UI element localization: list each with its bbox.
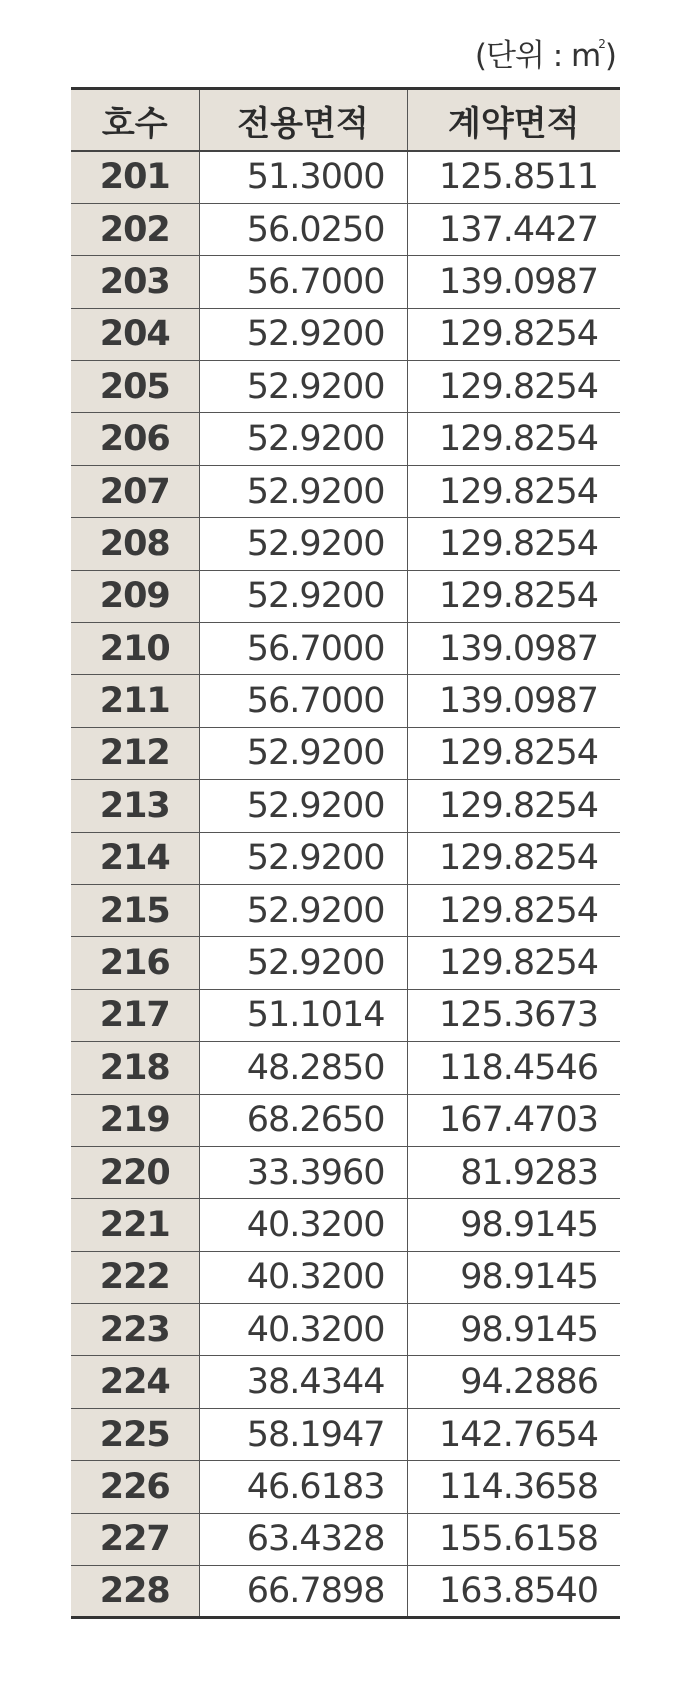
table-row [71,256,620,308]
header-exclusive-area: 전용면적 [199,89,407,152]
exclusive-area-cell: 66.7898 [199,1566,407,1618]
exclusive-area-cell: 52.9200 [199,518,407,570]
unit-number-cell: 206 [71,413,199,465]
unit-text: (단위 : m [474,38,601,74]
unit-label [475,30,616,75]
contract-area-cell: 139.0987 [407,675,620,727]
unit-number-cell: 227 [71,1513,199,1565]
exclusive-area-cell: 56.7000 [199,256,407,308]
exclusive-area-cell: 51.3000 [199,151,407,203]
table-row [71,518,620,570]
unit-number-cell: 203 [71,256,199,308]
unit-close: ) [604,38,616,74]
exclusive-area-cell: 40.3200 [199,1199,407,1251]
contract-area-cell: 94.2886 [407,1356,620,1408]
table-row [71,413,620,465]
unit-number-cell: 211 [71,675,199,727]
unit-number-cell: 218 [71,1042,199,1094]
contract-area-cell: 98.9145 [407,1304,620,1356]
contract-area-cell: 137.4427 [407,203,620,255]
table-row [71,1461,620,1513]
exclusive-area-cell: 68.2650 [199,1094,407,1146]
unit-number-cell: 220 [71,1146,199,1198]
contract-area-cell: 163.8540 [407,1566,620,1618]
contract-area-cell: 129.8254 [407,518,620,570]
table-row [71,1042,620,1094]
exclusive-area-cell: 51.1014 [199,989,407,1041]
exclusive-area-cell: 56.7000 [199,675,407,727]
table-row [71,1513,620,1565]
exclusive-area-cell: 56.0250 [199,203,407,255]
contract-area-cell: 155.6158 [407,1513,620,1565]
exclusive-area-cell: 52.9200 [199,465,407,517]
unit-number-cell: 213 [71,780,199,832]
table-row [71,937,620,989]
table-row [71,1304,620,1356]
table-row [71,1094,620,1146]
unit-number-cell: 207 [71,465,199,517]
exclusive-area-cell: 63.4328 [199,1513,407,1565]
table-row [71,832,620,884]
table-row [71,989,620,1041]
unit-number-cell: 217 [71,989,199,1041]
unit-number-cell: 216 [71,937,199,989]
table-row [71,1408,620,1460]
contract-area-cell: 139.0987 [407,623,620,675]
contract-area-cell: 118.4546 [407,1042,620,1094]
unit-number-cell: 225 [71,1408,199,1460]
table-row [71,623,620,675]
contract-area-cell: 129.8254 [407,937,620,989]
contract-area-cell: 139.0987 [407,256,620,308]
unit-number-cell: 212 [71,727,199,779]
exclusive-area-cell: 52.9200 [199,413,407,465]
table-row [71,465,620,517]
exclusive-area-cell: 33.3960 [199,1146,407,1198]
contract-area-cell: 142.7654 [407,1408,620,1460]
exclusive-area-cell: 52.9200 [199,884,407,936]
contract-area-cell: 129.8254 [407,465,620,517]
unit-superscript: 2 [598,37,605,51]
exclusive-area-cell: 58.1947 [199,1408,407,1460]
table-row [71,203,620,255]
unit-number-cell: 222 [71,1251,199,1303]
exclusive-area-cell: 52.9200 [199,308,407,360]
table-row [71,361,620,413]
exclusive-area-cell: 46.6183 [199,1461,407,1513]
table-row [71,151,620,203]
contract-area-cell: 129.8254 [407,727,620,779]
table-row [71,570,620,622]
unit-number-cell: 201 [71,151,199,203]
header-contract-area: 계약면적 [407,89,620,152]
unit-number-cell: 224 [71,1356,199,1408]
contract-area-cell: 129.8254 [407,308,620,360]
contract-area-cell: 125.3673 [407,989,620,1041]
unit-number-cell: 205 [71,361,199,413]
contract-area-cell: 81.9283 [407,1146,620,1198]
table-row [71,1251,620,1303]
exclusive-area-cell: 52.9200 [199,937,407,989]
table-row [71,1146,620,1198]
header-row [71,89,620,152]
table-row [71,780,620,832]
exclusive-area-cell: 56.7000 [199,623,407,675]
exclusive-area-cell: 40.3200 [199,1251,407,1303]
exclusive-area-cell: 52.9200 [199,727,407,779]
unit-number-cell: 214 [71,832,199,884]
table-row [71,1356,620,1408]
contract-area-cell: 98.9145 [407,1251,620,1303]
table-row [71,727,620,779]
contract-area-cell: 129.8254 [407,413,620,465]
contract-area-cell: 129.8254 [407,361,620,413]
area-table [71,87,620,1619]
exclusive-area-cell: 38.4344 [199,1356,407,1408]
unit-number-cell: 202 [71,203,199,255]
unit-number-cell: 210 [71,623,199,675]
unit-number-cell: 209 [71,570,199,622]
contract-area-cell: 125.8511 [407,151,620,203]
table-row [71,308,620,360]
exclusive-area-cell: 52.9200 [199,361,407,413]
unit-number-cell: 228 [71,1566,199,1618]
contract-area-cell: 167.4703 [407,1094,620,1146]
table-row [71,1566,620,1618]
unit-number-cell: 223 [71,1304,199,1356]
unit-number-cell: 215 [71,884,199,936]
exclusive-area-cell: 52.9200 [199,832,407,884]
contract-area-cell: 98.9145 [407,1199,620,1251]
table-row [71,675,620,727]
exclusive-area-cell: 52.9200 [199,780,407,832]
contract-area-cell: 129.8254 [407,884,620,936]
unit-number-cell: 226 [71,1461,199,1513]
unit-number-cell: 221 [71,1199,199,1251]
contract-area-cell: 129.8254 [407,780,620,832]
exclusive-area-cell: 52.9200 [199,570,407,622]
table-row [71,1199,620,1251]
contract-area-cell: 129.8254 [407,570,620,622]
unit-number-cell: 219 [71,1094,199,1146]
contract-area-cell: 129.8254 [407,832,620,884]
unit-number-cell: 204 [71,308,199,360]
exclusive-area-cell: 48.2850 [199,1042,407,1094]
header-unit-no: 호수 [71,89,199,152]
exclusive-area-cell: 40.3200 [199,1304,407,1356]
contract-area-cell: 114.3658 [407,1461,620,1513]
unit-number-cell: 208 [71,518,199,570]
table-row [71,884,620,936]
